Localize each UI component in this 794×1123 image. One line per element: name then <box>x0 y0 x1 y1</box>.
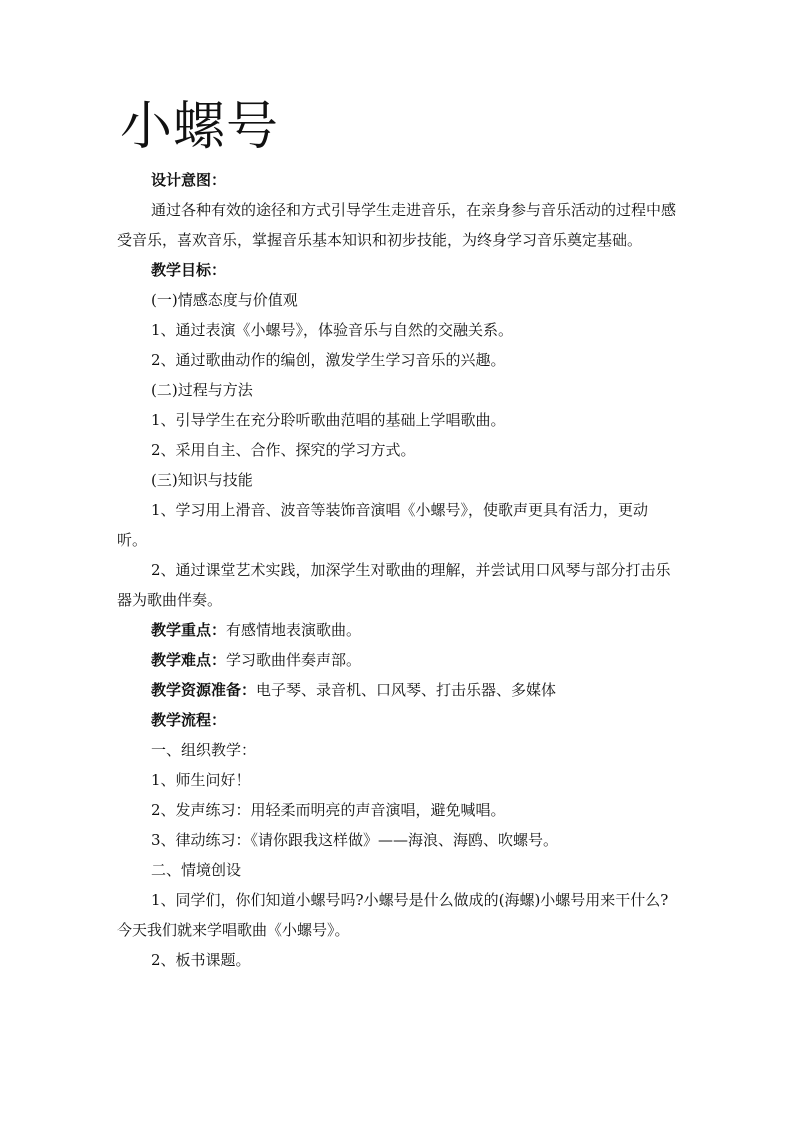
design-intent-heading: 设计意图： <box>151 171 227 189</box>
process-item: 2、发声练习：用轻柔而明亮的声音演唱，避免喊唱。 <box>151 801 506 819</box>
objective-item: (一)情感态度与价值观 <box>151 291 298 309</box>
key-point-label: 教学重点： <box>151 621 227 639</box>
objective-item: 1、引导学生在充分聆听歌曲范唱的基础上学唱歌曲。 <box>151 411 506 429</box>
process-item: 1、师生问好！ <box>151 771 251 789</box>
objective-item: 2、通过歌曲动作的编创，激发学生学习音乐的兴趣。 <box>151 351 506 369</box>
process-item: 二、情境创设 <box>151 861 242 879</box>
design-intent-text: 通过各种有效的途径和方式引导学生走进音乐，在亲身参与音乐活动的过程中感受音乐，喜欢音乐，掌握音乐基本知识和初步技能，为终身学习音乐奠定基础。 <box>117 201 677 249</box>
objectives-heading: 教学目标： <box>151 261 227 279</box>
process-item: 3、律动练习：《请你跟我这样做》——海浪、海鸥、吹螺号。 <box>151 831 559 849</box>
process-item: 一、组织教学： <box>151 741 257 759</box>
difficulty-value: 学习歌曲伴奏声部。 <box>226 651 362 669</box>
process-item: 2、板书课题。 <box>151 951 251 969</box>
page-title: 小螺号 <box>120 97 280 157</box>
objective-item: 1、通过表演《小螺号》，体验音乐与自然的交融关系。 <box>151 321 514 339</box>
process-heading: 教学流程： <box>151 711 227 729</box>
document-body <box>117 165 677 975</box>
process-item: 1、同学们，你们知道小螺号吗?小螺号是什么做成的(海螺)小螺号用来干什么?今天我们就来学唱歌曲《小螺号》。 <box>117 891 669 939</box>
resources-value: 电子琴、录音机、口风琴、打击乐器、多媒体 <box>256 681 557 699</box>
objective-item: 2、通过课堂艺术实践，加深学生对歌曲的理解，并尝试用口风琴与部分打击乐器为歌曲伴奏。 <box>117 561 671 609</box>
key-point-value: 有感情地表演歌曲。 <box>226 621 362 639</box>
difficulty-label: 教学难点： <box>151 651 227 669</box>
resources-label: 教学资源准备： <box>151 681 257 699</box>
key-point-line <box>117 615 677 645</box>
objective-item: 1、学习用上滑音、波音等装饰音演唱《小螺号》，使歌声更具有活力，更动听。 <box>117 501 649 549</box>
difficulty-line <box>117 645 677 675</box>
objective-item: (二)过程与方法 <box>151 381 253 399</box>
resources-line <box>117 675 677 705</box>
objective-item: (三)知识与技能 <box>151 471 253 489</box>
objective-item: 2、采用自主、合作、探究的学习方式。 <box>151 441 416 459</box>
